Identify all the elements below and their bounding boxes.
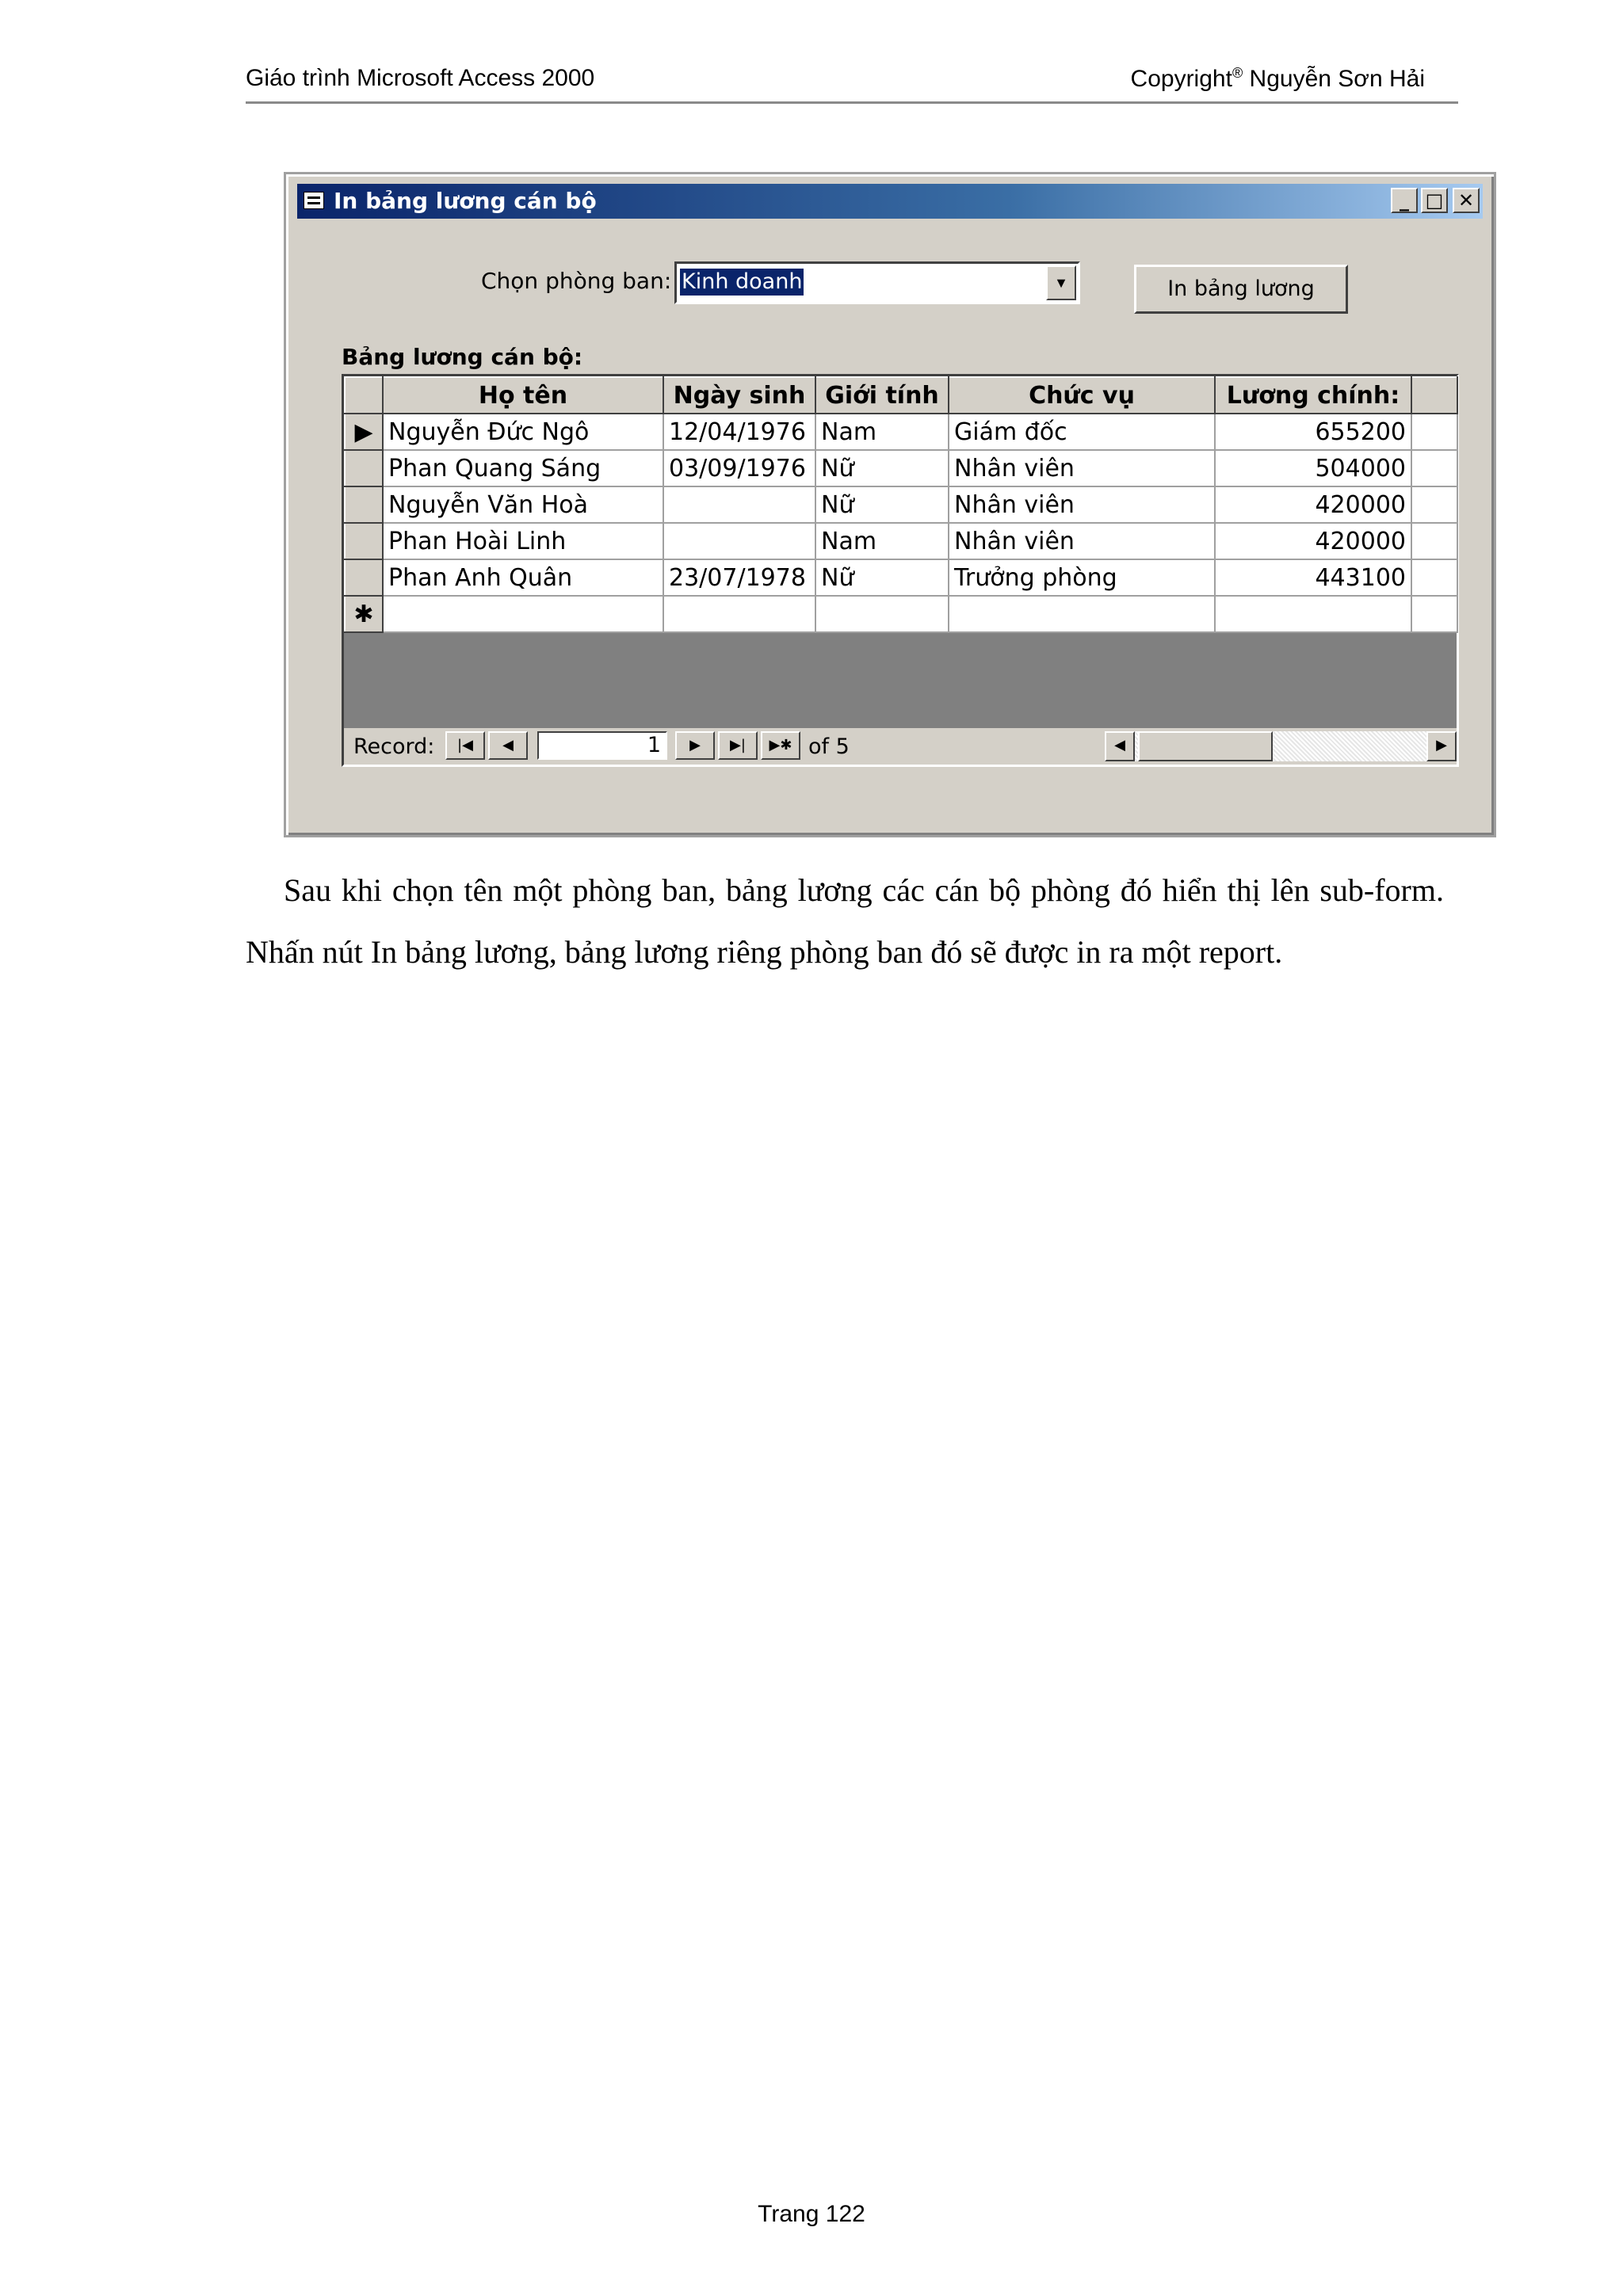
horizontal-scrollbar[interactable] bbox=[1105, 731, 1457, 761]
cell-dob[interactable] bbox=[663, 596, 815, 632]
current-record-icon[interactable]: ▶ bbox=[345, 414, 383, 450]
cell-position[interactable] bbox=[949, 596, 1215, 632]
minimize-button[interactable]: _ bbox=[1391, 188, 1418, 213]
copyright-word: Copyright bbox=[1130, 66, 1232, 92]
cell-dob[interactable]: 03/09/1976 bbox=[663, 450, 815, 486]
table-row[interactable] bbox=[345, 450, 1457, 486]
cell-dob[interactable] bbox=[663, 523, 815, 559]
cell-dob[interactable]: 23/07/1978 bbox=[663, 559, 815, 596]
window-titlebar[interactable] bbox=[297, 184, 1483, 219]
record-count bbox=[808, 734, 850, 759]
cell-position[interactable]: Nhân viên bbox=[949, 486, 1215, 523]
cell-salary[interactable] bbox=[1215, 596, 1411, 632]
next-record-icon[interactable]: ▶ bbox=[675, 731, 715, 760]
cell-salary[interactable]: 443100 bbox=[1215, 559, 1411, 596]
maximize-button[interactable]: □ bbox=[1421, 188, 1448, 213]
cell-salary[interactable]: 420000 bbox=[1215, 523, 1411, 559]
department-value[interactable]: Kinh doanh bbox=[682, 269, 803, 294]
cell-name[interactable]: Phan Quang Sáng bbox=[383, 450, 663, 486]
cell-gender[interactable]: Nam bbox=[815, 414, 949, 450]
cell-extra bbox=[1411, 486, 1457, 523]
cell-extra bbox=[1411, 596, 1457, 632]
form-window bbox=[284, 172, 1496, 837]
subform-label: Bảng lương cán bộ: bbox=[342, 344, 583, 370]
new-record-row[interactable] bbox=[345, 596, 1457, 632]
salary-subform[interactable] bbox=[342, 374, 1459, 767]
cell-dob[interactable]: 12/04/1976 bbox=[663, 414, 815, 450]
column-header-name[interactable]: Họ tên bbox=[383, 377, 663, 414]
cell-position[interactable]: Nhân viên bbox=[949, 450, 1215, 486]
cell-name[interactable]: Phan Anh Quân bbox=[383, 559, 663, 596]
column-header-extra bbox=[1411, 377, 1457, 414]
cell-gender[interactable]: Nữ bbox=[815, 559, 949, 596]
cell-salary[interactable]: 655200 bbox=[1215, 414, 1411, 450]
scroll-left-icon[interactable]: ◀ bbox=[1105, 731, 1135, 761]
previous-record-icon[interactable]: ◀ bbox=[488, 731, 528, 760]
corner-selector[interactable] bbox=[345, 377, 383, 414]
author-name: Nguyễn Sơn Hải bbox=[1243, 66, 1425, 92]
column-header-position[interactable]: Chức vụ bbox=[949, 377, 1215, 414]
scroll-thumb[interactable] bbox=[1138, 731, 1273, 761]
cell-gender[interactable] bbox=[815, 596, 949, 632]
column-header-dob[interactable]: Ngày sinh bbox=[663, 377, 815, 414]
header-book-title: Giáo trình Microsoft Access 2000 bbox=[246, 65, 595, 91]
record-total: 5 bbox=[835, 734, 850, 759]
row-selector[interactable] bbox=[345, 523, 383, 559]
cell-name[interactable]: Nguyễn Đức Ngô bbox=[383, 414, 663, 450]
cell-salary[interactable]: 504000 bbox=[1215, 450, 1411, 486]
row-selector[interactable] bbox=[345, 450, 383, 486]
cell-extra bbox=[1411, 559, 1457, 596]
form-icon bbox=[304, 192, 324, 209]
record-number-input[interactable]: 1 bbox=[537, 731, 667, 760]
cell-extra bbox=[1411, 523, 1457, 559]
cell-dob[interactable] bbox=[663, 486, 815, 523]
cell-position[interactable]: Nhân viên bbox=[949, 523, 1215, 559]
department-label: Chọn phòng ban: bbox=[481, 268, 672, 294]
record-of-word: of bbox=[808, 734, 830, 759]
close-button[interactable]: ✕ bbox=[1453, 188, 1480, 213]
cell-extra bbox=[1411, 450, 1457, 486]
cell-name[interactable] bbox=[383, 596, 663, 632]
cell-gender[interactable]: Nam bbox=[815, 523, 949, 559]
cell-gender[interactable]: Nữ bbox=[815, 450, 949, 486]
record-navigator bbox=[344, 728, 1457, 765]
page-number: Trang 122 bbox=[758, 2201, 865, 2227]
record-label: Record: bbox=[353, 734, 435, 759]
column-header-gender[interactable]: Giới tính bbox=[815, 377, 949, 414]
table-row[interactable] bbox=[345, 414, 1457, 450]
cell-name[interactable]: Phan Hoài Linh bbox=[383, 523, 663, 559]
table-row[interactable] bbox=[345, 559, 1457, 596]
dropdown-arrow-icon[interactable]: ▼ bbox=[1046, 265, 1076, 300]
table-row[interactable] bbox=[345, 523, 1457, 559]
page-header bbox=[246, 63, 1458, 104]
row-selector[interactable] bbox=[345, 559, 383, 596]
registered-mark: ® bbox=[1232, 65, 1243, 81]
datasheet-header-row bbox=[345, 377, 1457, 414]
new-record-icon[interactable]: ✱ bbox=[345, 596, 383, 632]
column-header-salary[interactable]: Lương chính: bbox=[1215, 377, 1411, 414]
department-combo[interactable] bbox=[674, 261, 1080, 304]
form-body bbox=[297, 219, 1483, 824]
salary-datasheet bbox=[344, 376, 1458, 633]
cell-gender[interactable]: Nữ bbox=[815, 486, 949, 523]
print-salary-button[interactable]: In bảng lương bbox=[1134, 265, 1348, 314]
scroll-right-icon[interactable]: ▶ bbox=[1426, 731, 1457, 761]
header-copyright bbox=[1131, 65, 1425, 93]
new-record-nav-icon[interactable]: ▶✱ bbox=[761, 731, 800, 760]
cell-position[interactable]: Trưởng phòng bbox=[949, 559, 1215, 596]
table-row[interactable] bbox=[345, 486, 1457, 523]
last-record-icon[interactable]: ▶| bbox=[718, 731, 758, 760]
row-selector[interactable] bbox=[345, 486, 383, 523]
first-record-icon[interactable]: |◀ bbox=[445, 731, 485, 760]
cell-name[interactable]: Nguyễn Văn Hoà bbox=[383, 486, 663, 523]
cell-extra bbox=[1411, 414, 1457, 450]
cell-position[interactable]: Giám đốc bbox=[949, 414, 1215, 450]
body-paragraph: Sau khi chọn tên một phòng ban, bảng lương các cán bộ phòng đó hiển thị lên sub-form. Nhấn nút In bảng lương, bảng lương riêng phòng ban đó sẽ được in ra một report. bbox=[246, 872, 1444, 970]
cell-salary[interactable]: 420000 bbox=[1215, 486, 1411, 523]
window-title: In bảng lương cán bộ bbox=[334, 188, 597, 214]
